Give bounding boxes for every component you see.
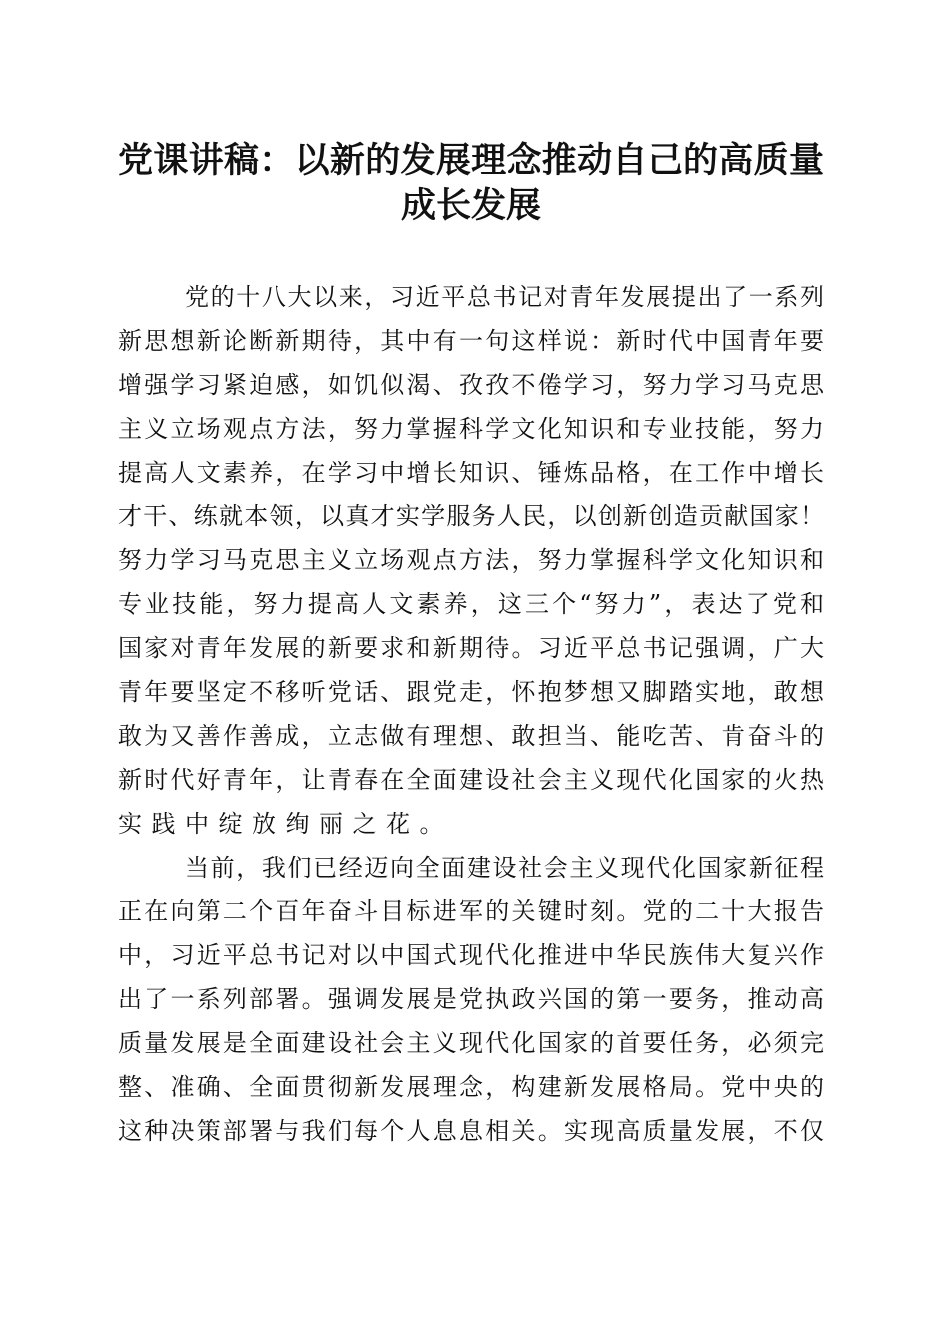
paragraph [118,276,824,847]
paragraph-line: 实践中绽放绚丽之花。 [118,809,453,838]
paragraph-line: 新时代好青年，让青春在全面建设社会主义现代化国家的火热 [118,765,824,794]
paragraph-line: 增强学习紧迫感，如饥似渴、孜孜不倦学习，努力学习马克思 [118,370,824,399]
paragraph-line: 新思想新论断新期待，其中有一句这样说：新时代中国青年要 [118,326,824,355]
paragraph-line: 整、准确、全面贯彻新发展理念，构建新发展格局。党中央的 [118,1073,824,1102]
paragraph-line: 中，习近平总书记对以中国式现代化推进中华民族伟大复兴作 [118,941,824,970]
paragraph-line: 青年要坚定不移听党话、跟党走，怀抱梦想又脚踏实地，敢想 [118,678,824,707]
paragraph-line: 主义立场观点方法，努力掌握科学文化知识和专业技能，努力 [118,414,824,443]
paragraph-line: 这种决策部署与我们每个人息息相关。实现高质量发展，不仅 [118,1116,824,1145]
paragraph-line: 党的十八大以来，习近平总书记对青年发展提出了一系列 [185,283,824,311]
paragraph-line: 质量发展是全面建设社会主义现代化国家的首要任务，必须完 [118,1029,824,1058]
paragraph-line: 正在向第二个百年奋斗目标进军的关键时刻。党的二十大报告 [118,897,824,926]
paragraph-line: 努力学习马克思主义立场观点方法，努力掌握科学文化知识和 [118,546,824,575]
paragraph-line: 敢为又善作善成，立志做有理想、敢担当、能吃苦、肯奋斗的 [118,721,824,750]
paragraph-line: 国家对青年发展的新要求和新期待。习近平总书记强调，广大 [118,634,824,663]
paragraph-line: 才干、练就本领，以真才实学服务人民，以创新创造贡献国家！ [118,502,824,531]
paragraph-line: 提高人文素养，在学习中增长知识、锤炼品格，在工作中增长 [118,458,824,487]
document-title-line-1: 党课讲稿：以新的发展理念推动自己的高质量 [118,140,824,181]
paragraph-line: 出了一系列部署。强调发展是党执政兴国的第一要务，推动高 [118,985,824,1014]
paragraph-line: 专业技能，努力提高人文素养，这三个“努力”，表达了党和 [118,590,824,619]
paragraph [118,847,824,1154]
document-title-line-2: 成长发展 [400,185,541,226]
paragraph-line: 当前，我们已经迈向全面建设社会主义现代化国家新征程 [185,853,824,882]
document-body [118,276,824,1154]
